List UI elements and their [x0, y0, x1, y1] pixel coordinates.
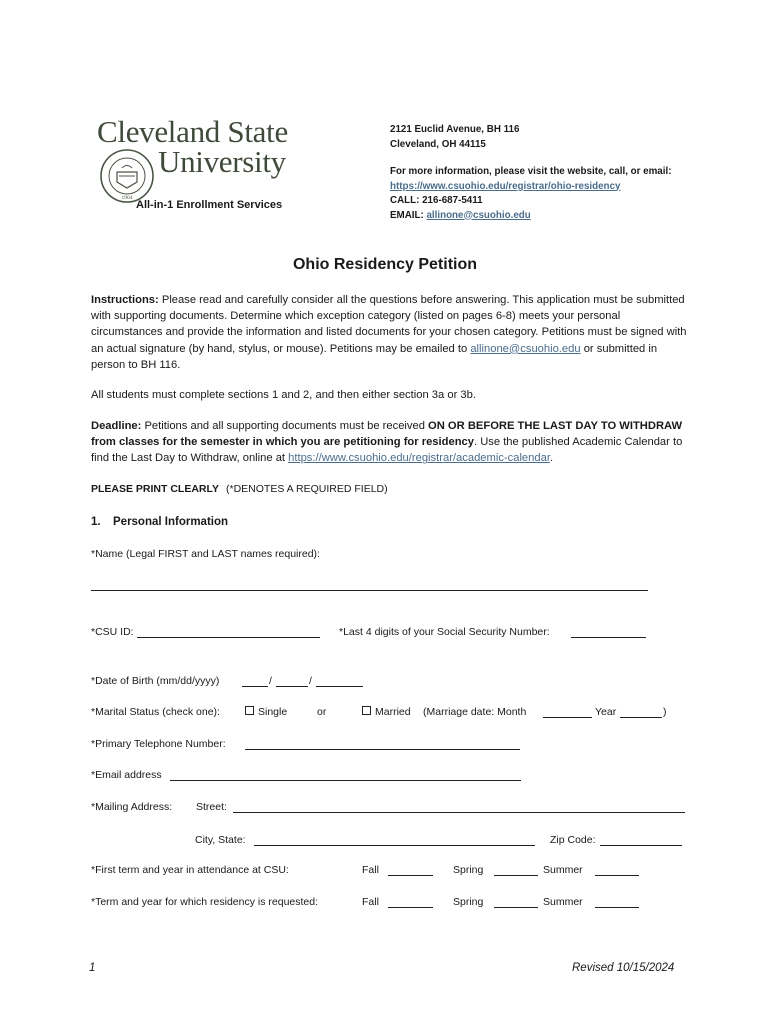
- city-state-label: City, State:: [195, 834, 246, 846]
- instructions-paragraph: [91, 292, 691, 373]
- seal-year: 1964: [121, 195, 133, 201]
- residency-term-spring-label: Spring: [453, 896, 484, 908]
- name-label: *Name (Legal FIRST and LAST names required):: [91, 548, 320, 560]
- marital-label: *Marital Status (check one):: [91, 706, 220, 718]
- residency-term-fall-field[interactable]: [388, 907, 433, 908]
- residency-website-link[interactable]: https://www.csuohio.edu/registrar/ohio-residency: [390, 180, 621, 192]
- contact-email-link[interactable]: allinone@csuohio.edu: [426, 209, 531, 221]
- department-name: All-in-1 Enrollment Services: [136, 199, 283, 211]
- residency-term-fall-label: Fall: [362, 896, 379, 908]
- ssn-label: *Last 4 digits of your Social Security Number:: [339, 626, 550, 638]
- first-term-fall-field[interactable]: [388, 875, 433, 876]
- married-option[interactable]: [362, 705, 411, 720]
- university-logo: [95, 114, 335, 201]
- marriage-month-field[interactable]: [543, 717, 592, 718]
- marriage-year-field[interactable]: [620, 717, 662, 718]
- single-option[interactable]: [245, 705, 287, 720]
- instructions-label: Instructions:: [91, 294, 159, 306]
- deadline-text1: Petitions and all supporting documents must be received: [141, 420, 429, 432]
- dob-separator-2: /: [309, 675, 312, 687]
- email-field[interactable]: [170, 780, 521, 781]
- address-line1: 2121 Euclid Avenue, BH 116: [390, 124, 520, 135]
- or-text: or: [317, 706, 327, 718]
- street-field[interactable]: [233, 812, 685, 813]
- section1-number: 1.: [91, 516, 101, 528]
- email-label: EMAIL:: [390, 209, 427, 221]
- instructions-text: Please read and carefully consider all the questions before answering. This application must be submitted with supporting documents. Determine which exception category (listed on pages 6-8) meets your personal circumstances and provide the information and listed documents for your chosen category. Petitions must be signed with an actual signature (by hand, stylus, or mouse). Petitions may be emailed to: [91, 294, 687, 355]
- instructions-tail: or submitted in person to BH 116.: [91, 342, 658, 371]
- street-label: Street:: [196, 801, 227, 813]
- deadline-paragraph: [91, 418, 691, 467]
- single-checkbox[interactable]: [245, 706, 254, 715]
- mailing-address-label: *Mailing Address:: [91, 801, 173, 813]
- print-notice: PLEASE PRINT CLEARLY: [91, 483, 219, 495]
- marriage-year-label: Year: [595, 706, 617, 718]
- first-term-summer-label: Summer: [543, 864, 583, 876]
- residency-term-summer-label: Summer: [543, 896, 583, 908]
- first-term-spring-label: Spring: [453, 864, 484, 876]
- residency-term-label: *Term and year for which residency is requested:: [91, 896, 319, 908]
- university-seal-icon: [99, 148, 155, 204]
- residency-term-spring-field[interactable]: [494, 907, 538, 908]
- instructions-email-link[interactable]: allinone@csuohio.edu: [470, 342, 581, 355]
- single-label: Single: [258, 706, 288, 718]
- dob-separator-1: /: [269, 675, 272, 687]
- first-term-fall-label: Fall: [362, 864, 379, 876]
- csu-id-field[interactable]: [137, 637, 320, 638]
- first-term-spring-field[interactable]: [494, 875, 538, 876]
- zip-field[interactable]: [600, 845, 682, 846]
- dob-label: *Date of Birth (mm/dd/yyyy): [91, 675, 220, 687]
- academic-calendar-link[interactable]: https://www.csuohio.edu/registrar/academic-calendar: [288, 452, 550, 465]
- deadline-bold: ON OR BEFORE THE LAST DAY TO WITHDRAW from classes for the semester in which you are petitioning for residency: [91, 420, 683, 449]
- address-line2: Cleveland, OH 44115: [390, 138, 486, 150]
- city-state-field[interactable]: [254, 845, 535, 846]
- zip-label: Zip Code:: [550, 834, 596, 846]
- phone-field[interactable]: [245, 749, 520, 750]
- email-address-label: *Email address: [91, 769, 162, 781]
- logo-wordmark-line2: University: [158, 144, 286, 179]
- dob-year-field[interactable]: [316, 686, 363, 687]
- page-number: 1: [89, 962, 96, 974]
- csu-id-label: *CSU ID:: [91, 626, 134, 638]
- phone-number: 216-687-5411: [422, 195, 483, 206]
- call-label: CALL:: [390, 195, 423, 206]
- phone-label: *Primary Telephone Number:: [91, 738, 226, 750]
- deadline-label: Deadline:: [91, 420, 142, 432]
- dob-month-field[interactable]: [242, 686, 268, 687]
- sections-note: All students must complete sections 1 and 2, and then either section 3a or 3b.: [91, 389, 476, 401]
- married-label: Married: [375, 706, 411, 718]
- first-term-summer-field[interactable]: [595, 875, 639, 876]
- page-title: Ohio Residency Petition: [292, 256, 478, 273]
- info-text: For more information, please visit the website, call, or email:: [390, 166, 672, 177]
- dob-day-field[interactable]: [276, 686, 308, 687]
- first-term-label: *First term and year in attendance at CSU:: [91, 864, 289, 876]
- married-checkbox[interactable]: [362, 706, 371, 715]
- residency-term-summer-field[interactable]: [595, 907, 639, 908]
- marriage-date-label: (Marriage date: Month: [423, 706, 527, 718]
- section1-title: Personal Information: [113, 516, 229, 528]
- name-field[interactable]: [91, 590, 648, 591]
- deadline-end: .: [549, 452, 554, 465]
- logo-wordmark-line1: Cleveland State: [97, 114, 288, 149]
- ssn-field[interactable]: [571, 637, 646, 638]
- revision-date: Revised 10/15/2024: [572, 962, 675, 974]
- required-notice: (*DENOTES A REQUIRED FIELD): [226, 483, 388, 495]
- marriage-close-paren: ): [663, 706, 667, 718]
- contact-block: [390, 123, 671, 223]
- deadline-text2: . Use the published Academic Calendar to find the Last Day to Withdraw, online at: [91, 436, 683, 465]
